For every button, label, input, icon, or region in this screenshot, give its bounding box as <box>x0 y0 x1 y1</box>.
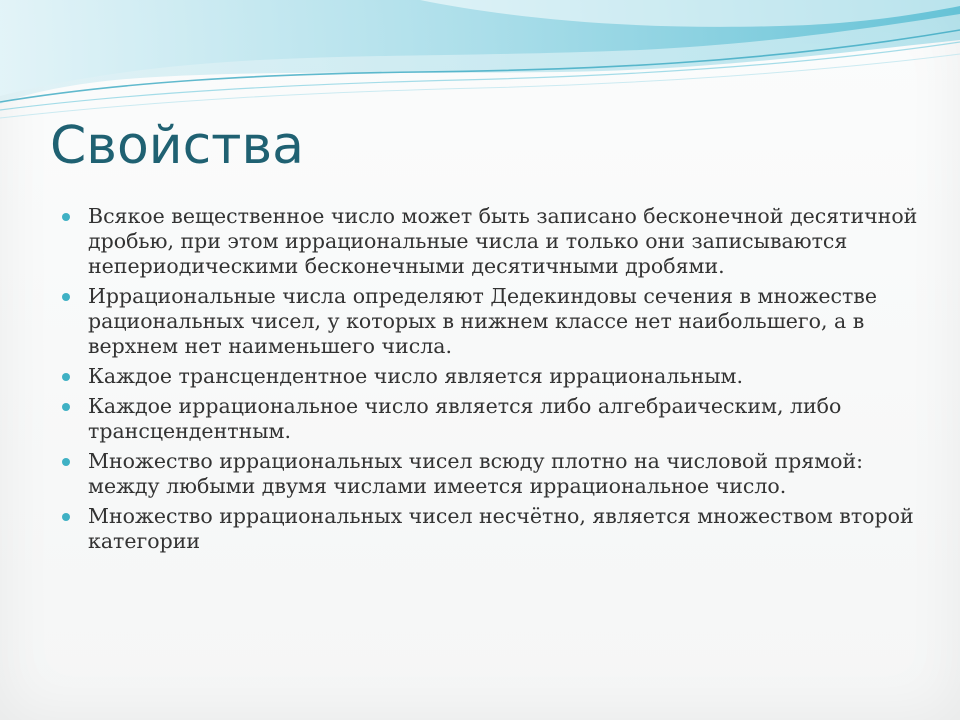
bullet-item <box>60 284 920 359</box>
bullet-text: Множество иррациональных чисел несчётно, является множеством второй категории <box>88 504 914 553</box>
bullet-text: Каждое иррациональное число является либо алгебраическим, либо трансцендентным. <box>88 394 842 443</box>
bullet-text: Иррациональные числа определяют Дедекиндовы сечения в множестве рациональных чисел, у которых в нижнем классе нет наибольшего, а в верхнем нет наименьшего числа. <box>88 284 877 358</box>
bullet-dot-icon <box>62 293 70 301</box>
bullet-dot-icon <box>62 213 70 221</box>
bullet-text: Множество иррациональных чисел всюду плотно на числовой прямой: между любыми двумя числами имеется иррациональное число. <box>88 449 864 498</box>
bullet-text: Каждое трансцендентное число является иррациональным. <box>88 364 744 388</box>
bullet-dot-icon <box>62 403 70 411</box>
bullet-item <box>60 204 920 279</box>
bullet-item <box>60 504 920 554</box>
bullet-item <box>60 449 920 499</box>
bullet-dot-icon <box>62 458 70 466</box>
bullet-dot-icon <box>62 513 70 521</box>
wave-decoration <box>0 0 960 130</box>
bullet-dot-icon <box>62 373 70 381</box>
bullet-list <box>60 204 920 559</box>
bullet-item <box>60 364 920 389</box>
slide-title: Свойства <box>50 116 304 176</box>
bullet-item <box>60 394 920 444</box>
bullet-text: Всякое вещественное число может быть записано бесконечной десятичной дробью, при этом иррациональные числа и только они записываются непериодическими бесконечными десятичными дробями. <box>88 204 918 278</box>
